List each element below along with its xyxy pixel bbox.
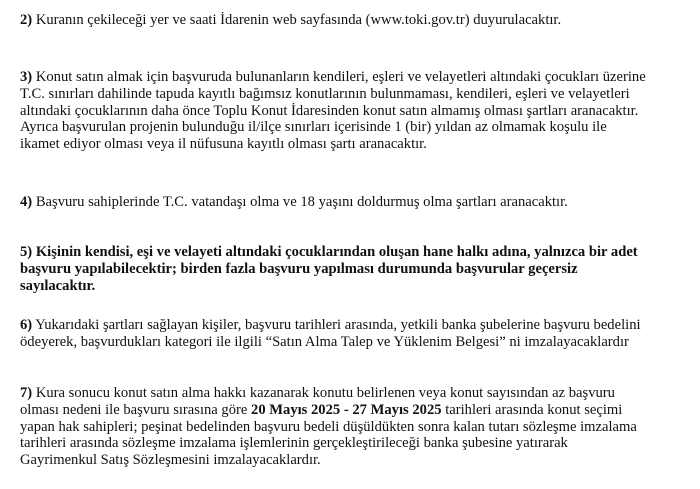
paragraph-line: yapan hak sahipleri; peşinat bedelinden başvuru bedeli düşüldükten sonra kalan tutarı sözleşme imzalama	[20, 418, 637, 435]
paragraph-number: 5)	[20, 244, 33, 260]
paragraph-text: Kişinin kendisi, eşi ve velayeti altındaki çocuklarından oluşan hane halkı adına, yalnızca bir adet	[32, 244, 638, 260]
paragraph-line: T.C. sınırları dahilinde tapuda kayıtlı bağımsız konutlarının bulunmaması, kendileri, eşleri ve velayetleri	[20, 85, 630, 102]
paragraph-text: Kura sonucu konut satın alma hakkı kazanarak konutu belirlenen veya konut sayısından az başvuru	[32, 385, 615, 401]
paragraph-text: Kuranın çekileceği yer ve saati İdarenin web sayfasında (www.toki.gov.tr) duyurulacaktır.	[32, 12, 562, 28]
paragraph-number: 7)	[20, 385, 33, 401]
paragraph-line	[20, 12, 684, 29]
date-range: 20 Mayıs 2025 - 27 Mayıs 2025	[251, 401, 442, 418]
paragraph-number: 4)	[20, 194, 33, 210]
paragraph-text: Başvuru sahiplerinde T.C. vatandaşı olma ve 18 yaşını doldurmuş olma şartları aranacaktır.	[32, 194, 568, 210]
paragraph-line	[20, 402, 684, 419]
paragraph-6	[20, 317, 684, 351]
paragraph-line: Gayrimenkul Satış Sözleşmesini imzalayacaklardır.	[20, 452, 321, 469]
paragraph-line	[20, 69, 684, 86]
paragraph-number: 2)	[20, 12, 33, 28]
paragraph-line	[20, 317, 684, 334]
paragraph-text: Yukarıdaki şartları sağlayan kişiler, başvuru tarihleri arasında, yetkili banka şubelerine başvuru bedelini	[32, 317, 641, 333]
paragraph-4	[20, 194, 684, 211]
paragraph-text: olması nedeni ile başvuru sırasına göre	[20, 401, 252, 418]
paragraph-line: tarihleri arasında sözleşme imzalama işlemlerinin gerçekleştirileceği banka şubesine yatırarak	[20, 435, 568, 452]
paragraph-7	[20, 385, 684, 469]
paragraph-line	[20, 244, 684, 261]
paragraph-line: sayılacaktır.	[20, 277, 96, 294]
paragraph-3	[20, 69, 684, 153]
paragraph-2	[20, 12, 684, 29]
paragraph-line: başvuru yapılabilecektir; birden fazla başvuru yapılması durumunda başvurular geçersiz	[20, 260, 578, 277]
paragraph-text: Konut satın almak için başvuruda bulunanların kendileri, eşleri ve velayetleri altındaki çocukları üzerine	[32, 69, 646, 85]
paragraph-text: tarihleri arasında konut seçimi	[441, 401, 623, 418]
paragraph-line	[20, 194, 684, 211]
paragraph-number: 6)	[20, 317, 33, 333]
paragraph-line	[20, 385, 684, 402]
paragraph-line: altındaki çocuklarının daha önce Toplu Konut İdaresinden konut satın almamış olması şartları aranacaktır.	[20, 102, 639, 119]
paragraph-5	[20, 244, 684, 294]
paragraph-line: Ayrıca başvurulan projenin bulunduğu il/ilçe sınırları içerisinde 1 (bir) yıldan az olmamak koşulu ile	[20, 119, 607, 136]
paragraph-number: 3)	[20, 69, 33, 85]
paragraph-line: ödeyerek, başvurdukları kategori ile ilgili “Satın Alma Talep ve Yüklenim Belgesi” ni imzalayacaklardır	[20, 333, 629, 350]
paragraph-line: ikamet ediyor olması veya il nüfusuna kayıtlı olması şartı aranacaktır.	[20, 136, 427, 153]
